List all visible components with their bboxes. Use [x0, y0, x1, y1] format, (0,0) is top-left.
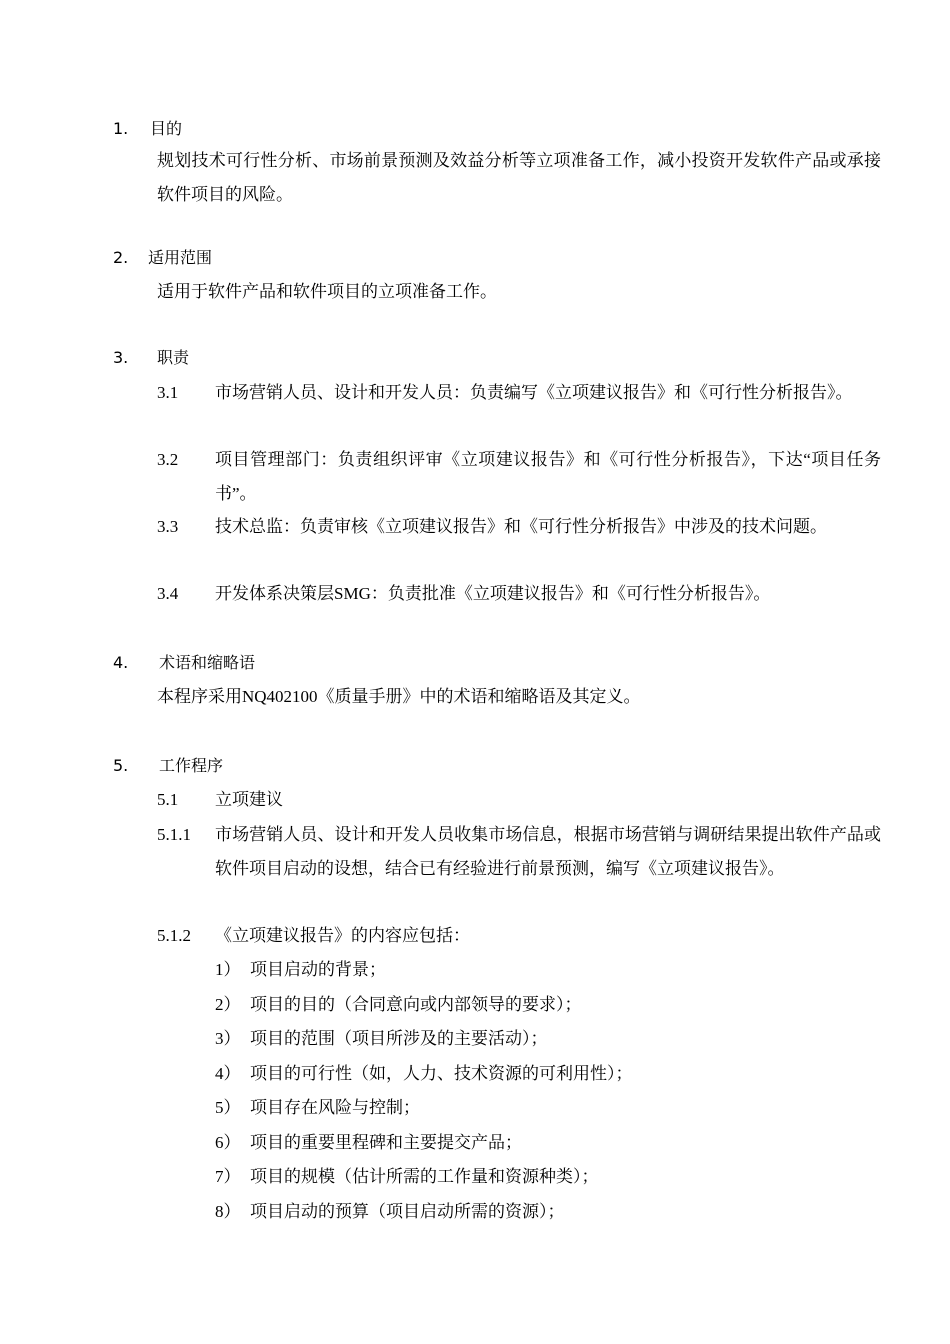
list-text: 项目的规模（估计所需的工作量和资源种类）；	[250, 1167, 599, 1186]
section-1-body: 规划技术可行性分析、市场前景预测及效益分析等立项准备工作，减小投资开发软件产品或承接软件项目的风险。	[157, 151, 881, 204]
list-number: 2）	[215, 995, 241, 1014]
section-1-heading	[113, 119, 182, 139]
list-item	[215, 953, 386, 987]
item-text: 市场营销人员、设计和开发人员收集市场信息，根据市场营销与调研结果提出软件产品或软件项目启动的设想，结合已有经验进行前景预测，编写《立项建议报告》。	[215, 825, 881, 878]
list-item	[215, 1195, 565, 1229]
list-text: 项目启动的背景；	[250, 960, 386, 979]
responsibility-item	[157, 510, 881, 578]
list-item	[215, 1160, 599, 1194]
item-text: 《立项建议报告》的内容应包括：	[215, 926, 470, 945]
section-2-heading	[113, 248, 212, 268]
section-number: 3.	[113, 348, 129, 367]
list-item	[215, 1091, 420, 1125]
item-number: 3.3	[157, 517, 179, 536]
list-number: 7）	[215, 1167, 241, 1186]
section-title: 目的	[150, 119, 183, 138]
section-4-heading	[113, 653, 255, 673]
list-text: 项目的可行性（如，人力、技术资源的可利用性）；	[250, 1064, 633, 1083]
section-number: 5.	[113, 756, 129, 775]
list-item	[215, 1022, 548, 1056]
section-5-heading	[113, 756, 223, 776]
procedure-item	[157, 783, 881, 817]
list-text: 项目的重要里程碑和主要提交产品；	[250, 1133, 522, 1152]
item-text: 开发体系决策层SMG：负责批准《立项建议报告》和《可行性分析报告》。	[215, 584, 771, 603]
responsibility-item	[157, 376, 881, 444]
list-number: 5）	[215, 1098, 241, 1117]
section-2-body: 适用于软件产品和软件项目的立项准备工作。	[157, 282, 497, 301]
list-number: 6）	[215, 1133, 241, 1152]
item-number: 3.4	[157, 584, 179, 603]
list-item	[215, 988, 582, 1022]
list-text: 项目存在风险与控制；	[250, 1098, 420, 1117]
item-number: 5.1.1	[157, 825, 191, 844]
list-number: 1）	[215, 960, 241, 979]
list-item	[215, 1126, 522, 1160]
list-number: 4）	[215, 1064, 241, 1083]
section-title: 术语和缩略语	[159, 653, 256, 672]
list-number: 3）	[215, 1029, 241, 1048]
list-text: 项目的范围（项目所涉及的主要活动）；	[250, 1029, 548, 1048]
section-number: 4.	[113, 653, 129, 672]
item-number: 5.1.2	[157, 926, 191, 945]
section-title: 适用范围	[148, 248, 213, 267]
item-text: 技术总监：负责审核《立项建议报告》和《可行性分析报告》中涉及的技术问题。	[215, 517, 827, 536]
responsibility-item	[157, 577, 881, 611]
list-text: 项目的目的（合同意向或内部领导的要求）；	[250, 995, 582, 1014]
item-number: 3.2	[157, 450, 179, 469]
responsibility-item	[157, 443, 881, 511]
list-number: 8）	[215, 1202, 241, 1221]
item-number: 3.1	[157, 383, 179, 402]
section-4-body: 本程序采用NQ402100《质量手册》中的术语和缩略语及其定义。	[157, 687, 641, 706]
section-3-heading	[113, 348, 189, 368]
item-number: 5.1	[157, 790, 179, 809]
item-text: 项目管理部门：负责组织评审《立项建议报告》和《可行性分析报告》，下达“项目任务书”。	[215, 450, 881, 503]
section-title: 职责	[157, 348, 190, 367]
list-text: 项目启动的预算（项目启动所需的资源）；	[250, 1202, 565, 1221]
list-item	[215, 1057, 633, 1091]
procedure-item	[157, 818, 881, 920]
section-number: 2.	[113, 248, 129, 267]
item-text: 立项建议	[215, 790, 283, 809]
section-number: 1.	[113, 119, 129, 138]
section-title: 工作程序	[159, 756, 224, 775]
item-text: 市场营销人员、设计和开发人员：负责编写《立项建议报告》和《可行性分析报告》。	[215, 383, 853, 402]
procedure-item	[157, 919, 881, 953]
